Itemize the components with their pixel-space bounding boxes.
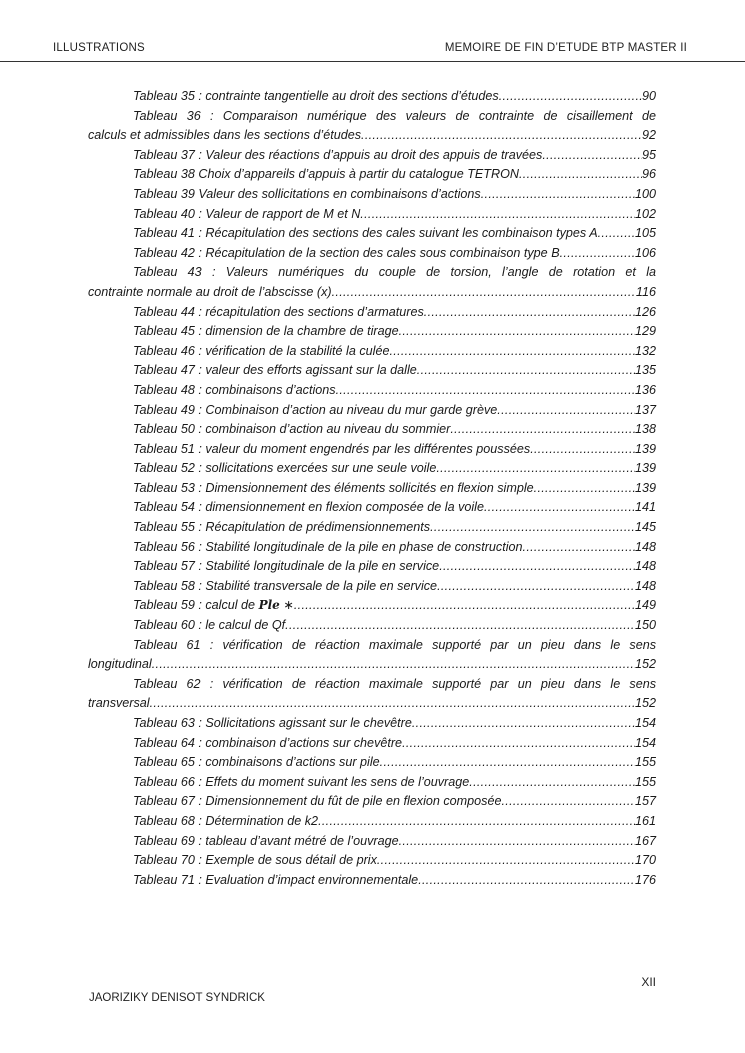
toc-entry-label: Tableau 52 : sollicitations exercées sur une seule voile [133, 461, 437, 476]
toc-page-number: 96 [641, 167, 656, 182]
toc-page-number: 106 [634, 245, 656, 260]
toc-page-number: 150 [634, 618, 656, 633]
toc-entry-line[interactable]: Tableau 61 : vérification de réaction maximale supporté par un pieu dans le sens [133, 637, 656, 652]
toc-page-number: 139 [634, 441, 656, 456]
toc-page-number: 105 [634, 226, 656, 241]
toc-entry[interactable] [88, 557, 656, 577]
dot-leader [399, 322, 635, 342]
toc-entry-label: Tableau 71 : Evaluation d’impact environnementale [133, 872, 419, 887]
toc-page-number: 138 [634, 422, 656, 437]
toc-entry[interactable] [88, 224, 656, 244]
dot-leader [598, 224, 635, 244]
dot-leader [150, 694, 635, 714]
toc-entry[interactable] [88, 322, 656, 342]
toc-entry-label: Tableau 45 : dimension de la chambre de tirage [133, 324, 399, 339]
toc-entry-label: Tableau 42 : Récapitulation de la section des cales sous combinaison type B [133, 245, 560, 260]
toc-page-number: 139 [634, 480, 656, 495]
toc-page-number: 126 [634, 304, 656, 319]
page-number: XII [641, 975, 656, 989]
dot-leader [332, 283, 636, 303]
toc-page-number: 148 [634, 559, 656, 574]
toc-page-number: 136 [634, 382, 656, 397]
toc-entry[interactable] [88, 185, 656, 205]
dot-leader [530, 440, 635, 460]
math-symbol: Ple [258, 598, 280, 613]
toc-page-number: 135 [634, 363, 656, 378]
toc-entry-label: Tableau 51 : valeur du moment engendrés par les différentes poussées [133, 441, 531, 456]
running-header-left: ILLUSTRATIONS [53, 42, 145, 54]
toc-entry-label: Tableau 64 : combinaison d’actions sur chevêtre [133, 735, 403, 750]
toc-page-number: 154 [634, 735, 656, 750]
dot-leader [389, 342, 635, 362]
toc-entry-line[interactable]: Tableau 43 : Valeurs numériques du couple de torsion, l’angle de rotation et la [133, 265, 656, 280]
toc-entry[interactable] [88, 479, 656, 499]
toc-entry-label: longitudinal [88, 657, 152, 672]
toc-page-number: 152 [634, 696, 656, 711]
toc-entry-label: contrainte normale au droit de l’abscisse (x) [88, 284, 332, 299]
toc-entry-line[interactable]: Tableau 36 : Comparaison numérique des valeurs de contrainte de cisaillement de [133, 108, 656, 123]
toc-entry-label: Tableau 44 : récapitulation des sections d’armatures [133, 304, 424, 319]
dot-leader [285, 616, 635, 636]
dot-leader [418, 871, 635, 891]
author-footer: JAORIZIKY DENISOT SYNDRICK [89, 992, 265, 1004]
dot-leader [152, 655, 635, 675]
dot-leader [519, 165, 642, 185]
toc-entry[interactable] [88, 205, 656, 225]
toc-entry-label: Tableau 49 : Combinaison d’action au niveau du mur garde grève [133, 402, 498, 417]
toc-entry[interactable] [88, 381, 656, 401]
dot-leader [437, 577, 635, 597]
dot-leader [361, 126, 642, 146]
toc-entry[interactable] [88, 244, 656, 264]
toc-entry[interactable] [88, 146, 656, 166]
toc-entry-label: Tableau 47 : valeur des efforts agissant sur la dalle [133, 363, 417, 378]
toc-page-number: 102 [634, 206, 656, 221]
toc-page-number: 148 [634, 578, 656, 593]
dot-leader [424, 303, 635, 323]
toc-entry[interactable] [88, 734, 656, 754]
dot-leader [469, 773, 635, 793]
toc-entry[interactable] [88, 420, 656, 440]
toc-entry[interactable] [88, 773, 656, 793]
toc-entry[interactable] [88, 616, 656, 636]
toc-entry-label: transversal [88, 696, 150, 711]
dot-leader [436, 459, 635, 479]
dot-leader [481, 185, 635, 205]
toc-entry[interactable] [88, 303, 656, 323]
toc-entry-label: Tableau 38 Choix d’appareils d’appuis à partir du catalogue TETRON [133, 167, 519, 182]
dot-leader [430, 518, 635, 538]
toc-entry-label: Tableau 55 : Récapitulation de prédimensionnements [133, 520, 431, 535]
toc-page-number: 176 [634, 872, 656, 887]
toc-entry-label: Tableau 70 : Exemple de sous détail de prix [133, 853, 377, 868]
toc-entry-label: Tableau 46 : vérification de la stabilité la culée [133, 343, 390, 358]
toc-page-number: 154 [634, 716, 656, 730]
dot-leader [412, 714, 635, 734]
toc-page-number: 155 [634, 774, 656, 789]
dot-leader [417, 361, 635, 381]
toc-entry-label: Tableau 69 : tableau d’avant métré de l’ouvrage [133, 833, 399, 848]
toc-entry-label: Tableau 56 : Stabilité longitudinale de la pile en phase de construction [133, 539, 523, 554]
dot-leader [360, 205, 635, 225]
toc-page-number: 161 [634, 813, 656, 828]
toc-entry[interactable] [88, 538, 656, 558]
dot-leader [542, 146, 642, 166]
toc-entry[interactable] [88, 440, 656, 460]
toc-entry-line[interactable]: Tableau 62 : vérification de réaction maximale supporté par un pieu dans le sens [133, 676, 656, 691]
toc-page-number: 95 [641, 147, 656, 162]
toc-entry[interactable] [88, 655, 656, 675]
toc-entry-label: Tableau 35 : contrainte tangentielle au droit des sections d’études [133, 89, 499, 103]
toc-entry[interactable] [88, 694, 656, 714]
toc-entry[interactable] [88, 498, 656, 518]
toc-entry[interactable] [88, 832, 656, 852]
toc-entry[interactable] [88, 401, 656, 421]
table-of-tables [88, 87, 656, 890]
toc-page-number: 167 [634, 833, 656, 848]
toc-entry[interactable] [88, 714, 656, 734]
toc-page-number: 100 [634, 186, 656, 201]
dot-leader [380, 753, 635, 773]
dot-leader [377, 851, 635, 871]
toc-entry[interactable] [88, 342, 656, 362]
toc-entry-label: Tableau 67 : Dimensionnement du fût de pile en flexion composée [133, 794, 502, 809]
dot-leader [336, 381, 635, 401]
toc-entry-label: Tableau 41 : Récapitulation des sections des cales suivant les combinaison types A [133, 226, 598, 241]
dot-leader [502, 792, 635, 812]
header-rule [0, 61, 745, 62]
toc-page-number: 139 [634, 461, 656, 476]
toc-page-number: 155 [634, 755, 656, 770]
toc-entry[interactable] [88, 577, 656, 597]
dot-leader [484, 498, 635, 518]
toc-entry[interactable] [88, 87, 656, 107]
toc-page-number: 170 [634, 853, 656, 868]
toc-entry-label: Tableau 40 : Valeur de rapport de M et N [133, 206, 361, 221]
toc-entry-label: Tableau 48 : combinaisons d’actions [133, 382, 336, 397]
toc-page-number: 141 [634, 500, 656, 515]
toc-entry[interactable] [88, 361, 656, 381]
toc-entry[interactable] [88, 596, 656, 616]
dot-leader [523, 538, 635, 558]
toc-entry-label: Tableau 65 : combinaisons d’actions sur pile [133, 755, 380, 770]
toc-entry-label: Tableau 50 : combinaison d’action au niveau du sommier [133, 422, 451, 437]
toc-entry-label: Tableau 39 Valeur des sollicitations en combinaisons d’actions [133, 186, 481, 201]
toc-page-number: 92 [641, 128, 656, 143]
toc-entry-label: Tableau 58 : Stabilité transversale de la pile en service [133, 578, 438, 593]
toc-page-number: 116 [635, 284, 656, 299]
dot-leader [318, 812, 635, 832]
toc-entry[interactable] [88, 812, 656, 832]
toc-page-number: 149 [634, 598, 656, 613]
dot-leader [560, 244, 635, 264]
toc-entry-label: Tableau 53 : Dimensionnement des éléments sollicités en flexion simple [133, 480, 534, 495]
toc-page-number: 148 [634, 539, 656, 554]
toc-page-number: 137 [634, 402, 656, 417]
toc-entry-label: Tableau 37 : Valeur des réactions d’appuis au droit des appuis de travées [133, 147, 543, 162]
toc-entry[interactable] [88, 518, 656, 538]
dot-leader [294, 596, 635, 616]
toc-page-number: 152 [634, 657, 656, 672]
dot-leader [450, 420, 635, 440]
toc-entry[interactable] [88, 283, 656, 303]
toc-page-number: 90 [641, 89, 656, 103]
dot-leader [399, 832, 635, 852]
toc-page-number: 132 [634, 343, 656, 358]
toc-entry[interactable] [88, 165, 656, 185]
dot-leader [499, 87, 642, 107]
toc-entry-label: Tableau 60 : le calcul de Qf [133, 618, 286, 633]
toc-entry-label: Tableau 66 : Effets du moment suivant les sens de l’ouvrage [133, 774, 470, 789]
toc-entry[interactable] [88, 753, 656, 773]
toc-entry[interactable] [88, 126, 656, 146]
toc-entry-label: Tableau 59 : calcul de Ple ∗ [133, 598, 294, 613]
toc-entry[interactable] [88, 851, 656, 871]
toc-entry[interactable] [88, 459, 656, 479]
toc-entry-label: Tableau 54 : dimensionnement en flexion composée de la voile [133, 500, 484, 515]
running-header-right: MEMOIRE DE FIN D’ETUDE BTP MASTER II [444, 42, 687, 54]
dot-leader [497, 401, 635, 421]
toc-entry[interactable] [88, 792, 656, 812]
toc-page-number: 157 [634, 794, 656, 809]
toc-entry-label: calculs et admissibles dans les sections d’études [88, 128, 362, 143]
toc-entry-label: Tableau 63 : Sollicitations agissant sur le chevêtre [133, 716, 412, 730]
toc-entry-label: Tableau 57 : Stabilité longitudinale de la pile en service [133, 559, 440, 574]
toc-page-number: 145 [634, 520, 656, 535]
dot-leader [534, 479, 635, 499]
dot-leader [402, 734, 635, 754]
toc-entry-label: Tableau 68 : Détermination de k2 [133, 813, 319, 828]
toc-page-number: 129 [634, 324, 656, 339]
toc-entry[interactable] [88, 871, 656, 891]
dot-leader [439, 557, 635, 577]
